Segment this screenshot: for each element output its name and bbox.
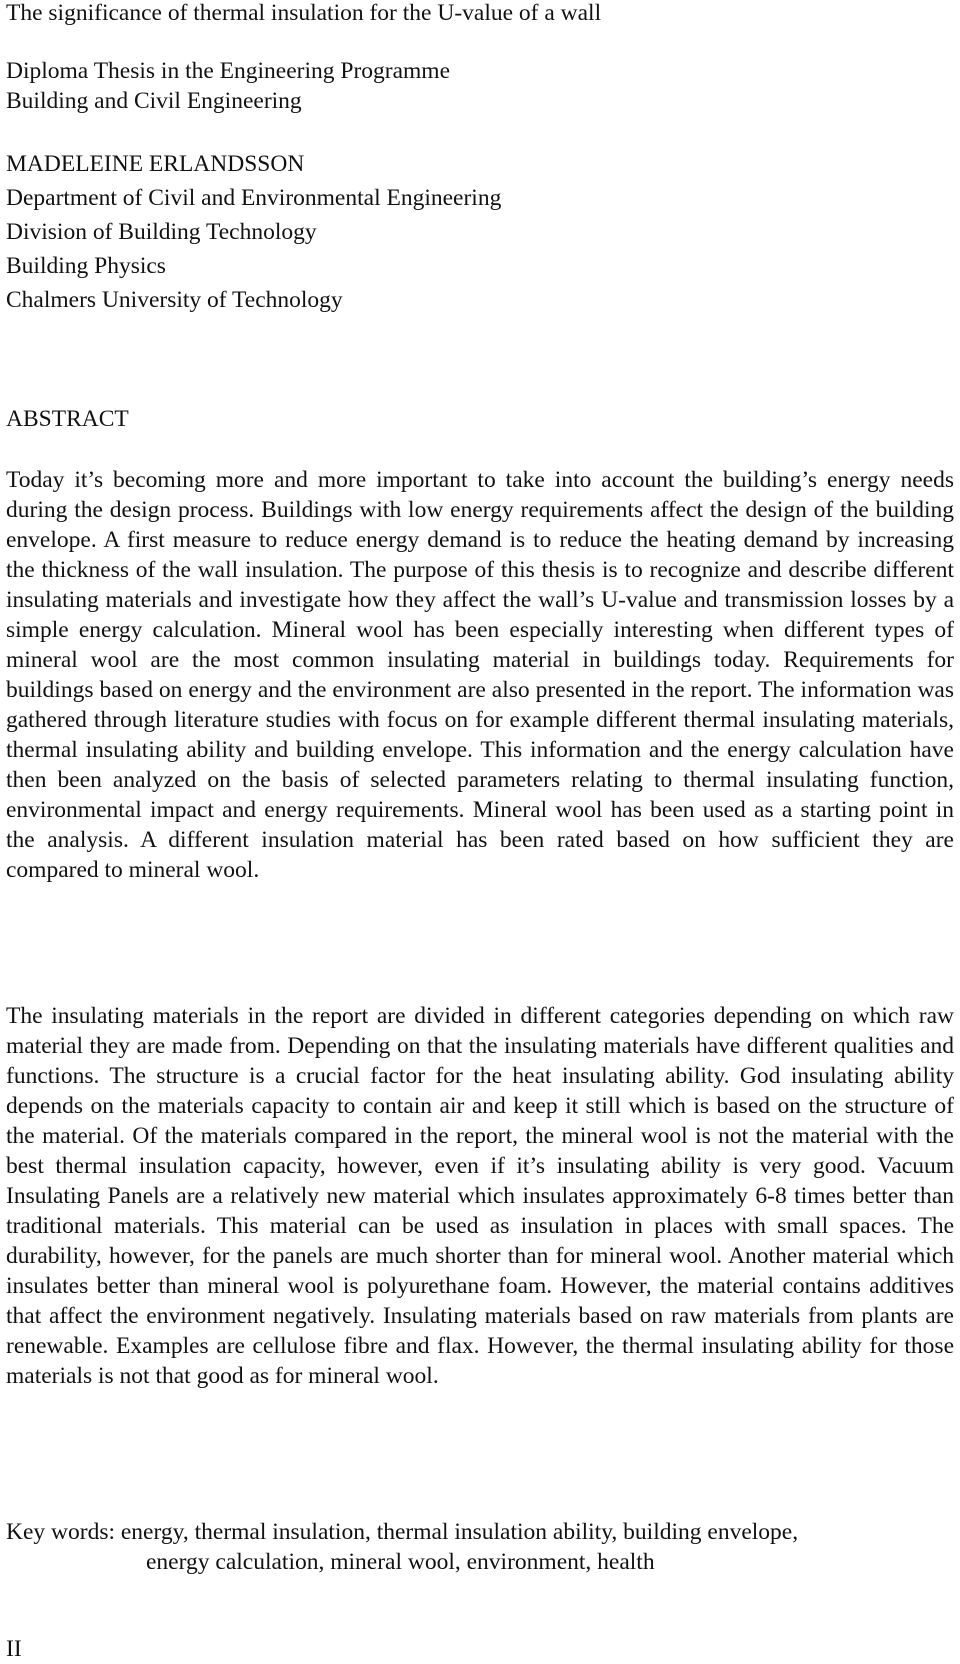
abstract-paragraph-1: Today it’s becoming more and more important to take into account the building’s energy needs during the design process. Buildings with low energy requirements affect the design of the building envelope. A first measure to reduce energy demand is to reduce the heating demand by increasing the thickness of the wall insulation. The purpose of this thesis is to recognize and describe different insulating materials and investigate how they affect the wall’s U-value and transmission losses by a simple energy calculation. Mineral wool has been especially interesting when different types of mineral wool are the most common insulating material in buildings today. Requirements for buildings based on energy and the environment are also presented in the report. The information was gathered through literature studies with focus on for example different thermal insulating materials, thermal insulating ability and building envelope. This information and the energy calculation have then been analyzed on the basis of selected parameters relating to thermal insulating function, environmental impact and energy requirements. Mineral wool has been used as a starting point in the analysis. A different insulation material has been rated based on how sufficient they are compared to mineral wool. bbox=[6, 467, 954, 883]
keywords bbox=[6, 1517, 954, 1577]
page-number: II bbox=[6, 1636, 22, 1662]
author-name: MADELEINE ERLANDSSON bbox=[6, 151, 305, 177]
keywords-line-2: energy calculation, mineral wool, environment, health bbox=[146, 1549, 655, 1575]
author-group: Building Physics bbox=[6, 253, 166, 279]
abstract-paragraph-2: The insulating materials in the report are divided in different categories depending on which raw material they are made from. Depending on that the insulating materials have different qualities and functions. The structure is a crucial factor for the heat insulating ability. God insulating ability depends on the materials capacity to contain air and keep it still which is based on the structure of the material. Of the materials compared in the report, the mineral wool is not the material with the best thermal insulation capacity, however, even if it’s insulating ability is very good. Vacuum Insulating Panels are a relatively new material which insulates approximately 6-8 times better than traditional materials. This material can be used as insulation in places with small spaces. The durability, however, for the panels are much shorter than for mineral wool. Another material which insulates better than mineral wool is polyurethane foam. However, the material contains additives that affect the environment negatively. Insulating materials based on raw materials from plants are renewable. Examples are cellulose fibre and flax. However, the thermal insulating ability for those materials is not that good as for mineral wool. bbox=[6, 1003, 954, 1389]
abstract-heading: ABSTRACT bbox=[6, 406, 129, 432]
document-title: The significance of thermal insulation for the U-value of a wall bbox=[6, 0, 602, 26]
thesis-type: Diploma Thesis in the Engineering Programme bbox=[6, 58, 451, 84]
author-university: Chalmers University of Technology bbox=[6, 287, 343, 313]
keywords-line-1: Key words: energy, thermal insulation, thermal insulation ability, building envelope, bbox=[6, 1519, 799, 1545]
thesis-programme: Building and Civil Engineering bbox=[6, 88, 302, 114]
thesis-info bbox=[6, 56, 954, 116]
author-department: Department of Civil and Environmental Engineering bbox=[6, 185, 502, 211]
author-division: Division of Building Technology bbox=[6, 219, 317, 245]
author-info bbox=[6, 149, 954, 319]
